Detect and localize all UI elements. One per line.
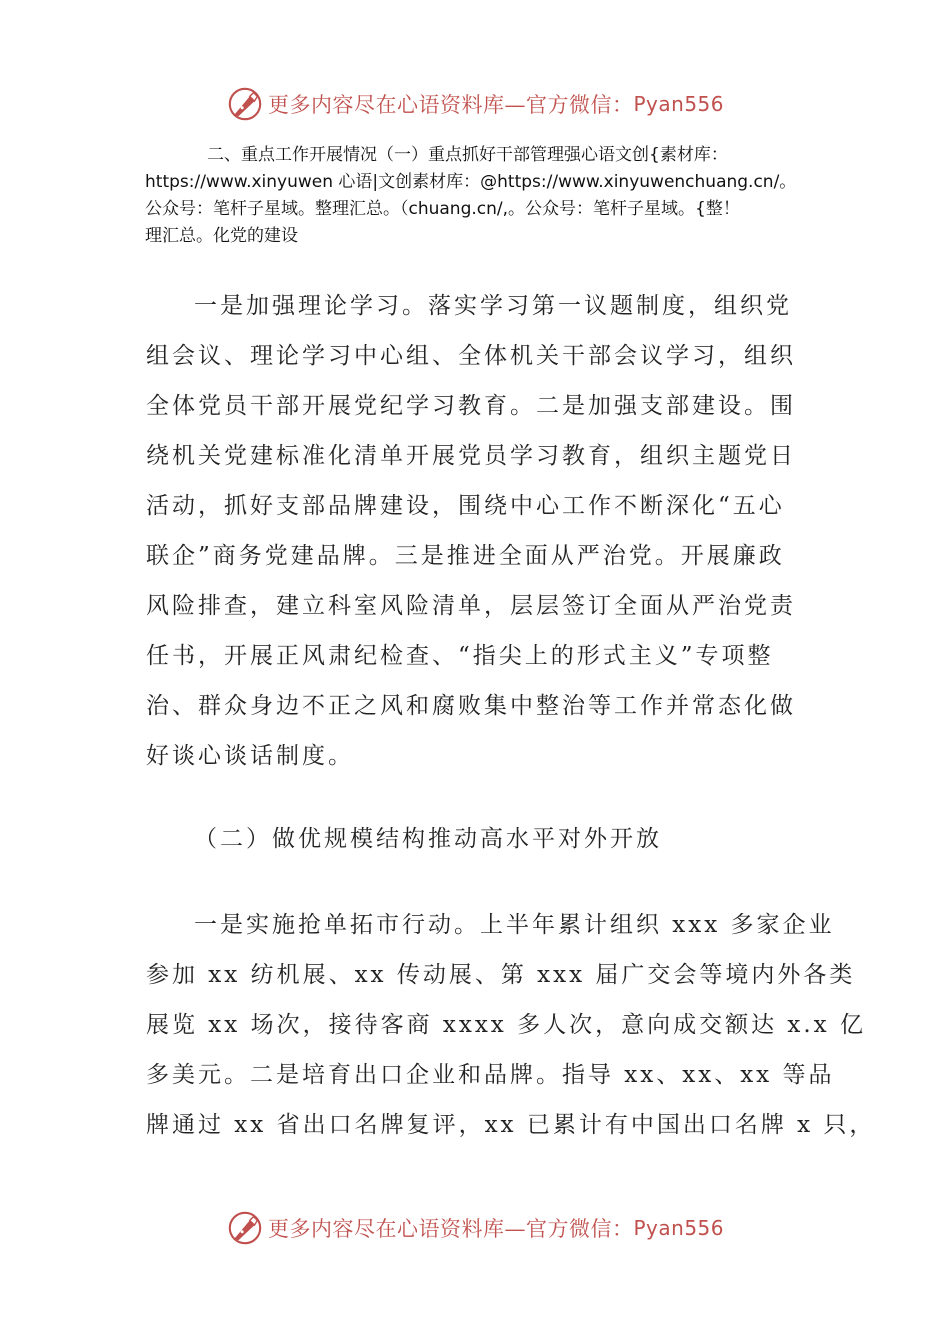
paragraph-line: 风险排查，建立科室风险清单，层层签订全面从严治党责	[146, 593, 796, 619]
section-header-block	[145, 142, 810, 250]
banner-wechat-id: Pyan556	[633, 92, 724, 116]
pen-nib-logo-icon	[226, 1209, 264, 1247]
banner-text: 更多内容尽在心语资料库—官方微信：	[267, 1217, 634, 1241]
paragraph-line: 参加 xx 纺机展、xx 传动展、第 xxx 届广交会等境内外各类	[146, 962, 856, 988]
paragraph-line: 好谈心谈话制度。	[146, 743, 354, 769]
section-heading-opening-up	[146, 814, 810, 864]
paragraph-line: 牌通过 xx 省出口名牌复评，xx 已累计有中国出口名牌 x 只，	[146, 1112, 876, 1138]
pen-nib-logo-icon	[226, 85, 264, 123]
header-line: 公众号：笔杆子星域。整理汇总。（chuang.cn/,。公众号：笔杆子星域。{整！	[145, 199, 740, 219]
header-line: 理汇总。化党的建设	[145, 226, 298, 246]
paragraph-line: 全体党员干部开展党纪学习教育。二是加强支部建设。围	[146, 393, 796, 419]
paragraph-line: 组会议、理论学习中心组、全体机关干部会议学习，组织	[146, 343, 796, 369]
paragraph-line: 展览 xx 场次，接待客商 xxxx 多人次，意向成交额达 x.x 亿	[146, 1012, 866, 1038]
paragraph-line: 联企”商务党建品牌。三是推进全面从严治党。开展廉政	[146, 543, 785, 569]
paragraph-line: 治、群众身边不正之风和腐败集中整治等工作并常态化做	[146, 693, 796, 719]
paragraph-line: 多美元。二是培育出口企业和品牌。指导 xx、xx、xx 等品	[146, 1062, 835, 1088]
paragraph-foreign-trade	[146, 900, 876, 1150]
paragraph-line: 一是加强理论学习。落实学习第一议题制度，组织党	[194, 293, 792, 319]
watermark-banner-bottom	[0, 1206, 950, 1250]
paragraph-line: 任书，开展正风肃纪检查、“指尖上的形式主义”专项整	[146, 643, 774, 669]
paragraph-line: 一是实施抢单拓市行动。上半年累计组织 xxx 多家企业	[194, 912, 835, 938]
header-line: 二、重点工作开展情况（一）重点抓好干部管理强心语文创{素材库：	[207, 145, 728, 165]
watermark-banner-top	[0, 82, 950, 126]
header-line: https://www.xinyuwen 心语|文创素材库：@https://www.xinyuwenchuang.cn/。	[145, 172, 797, 192]
section-heading-text: （二）做优规模结构推动高水平对外开放	[194, 826, 662, 852]
paragraph-party-building	[146, 281, 810, 781]
banner-wechat-id: Pyan556	[633, 1216, 724, 1240]
paragraph-line: 活动，抓好支部品牌建设，围绕中心工作不断深化“五心	[146, 493, 785, 519]
banner-text: 更多内容尽在心语资料库—官方微信：	[267, 93, 634, 117]
paragraph-line: 绕机关党建标准化清单开展党员学习教育，组织主题党日	[146, 443, 796, 469]
